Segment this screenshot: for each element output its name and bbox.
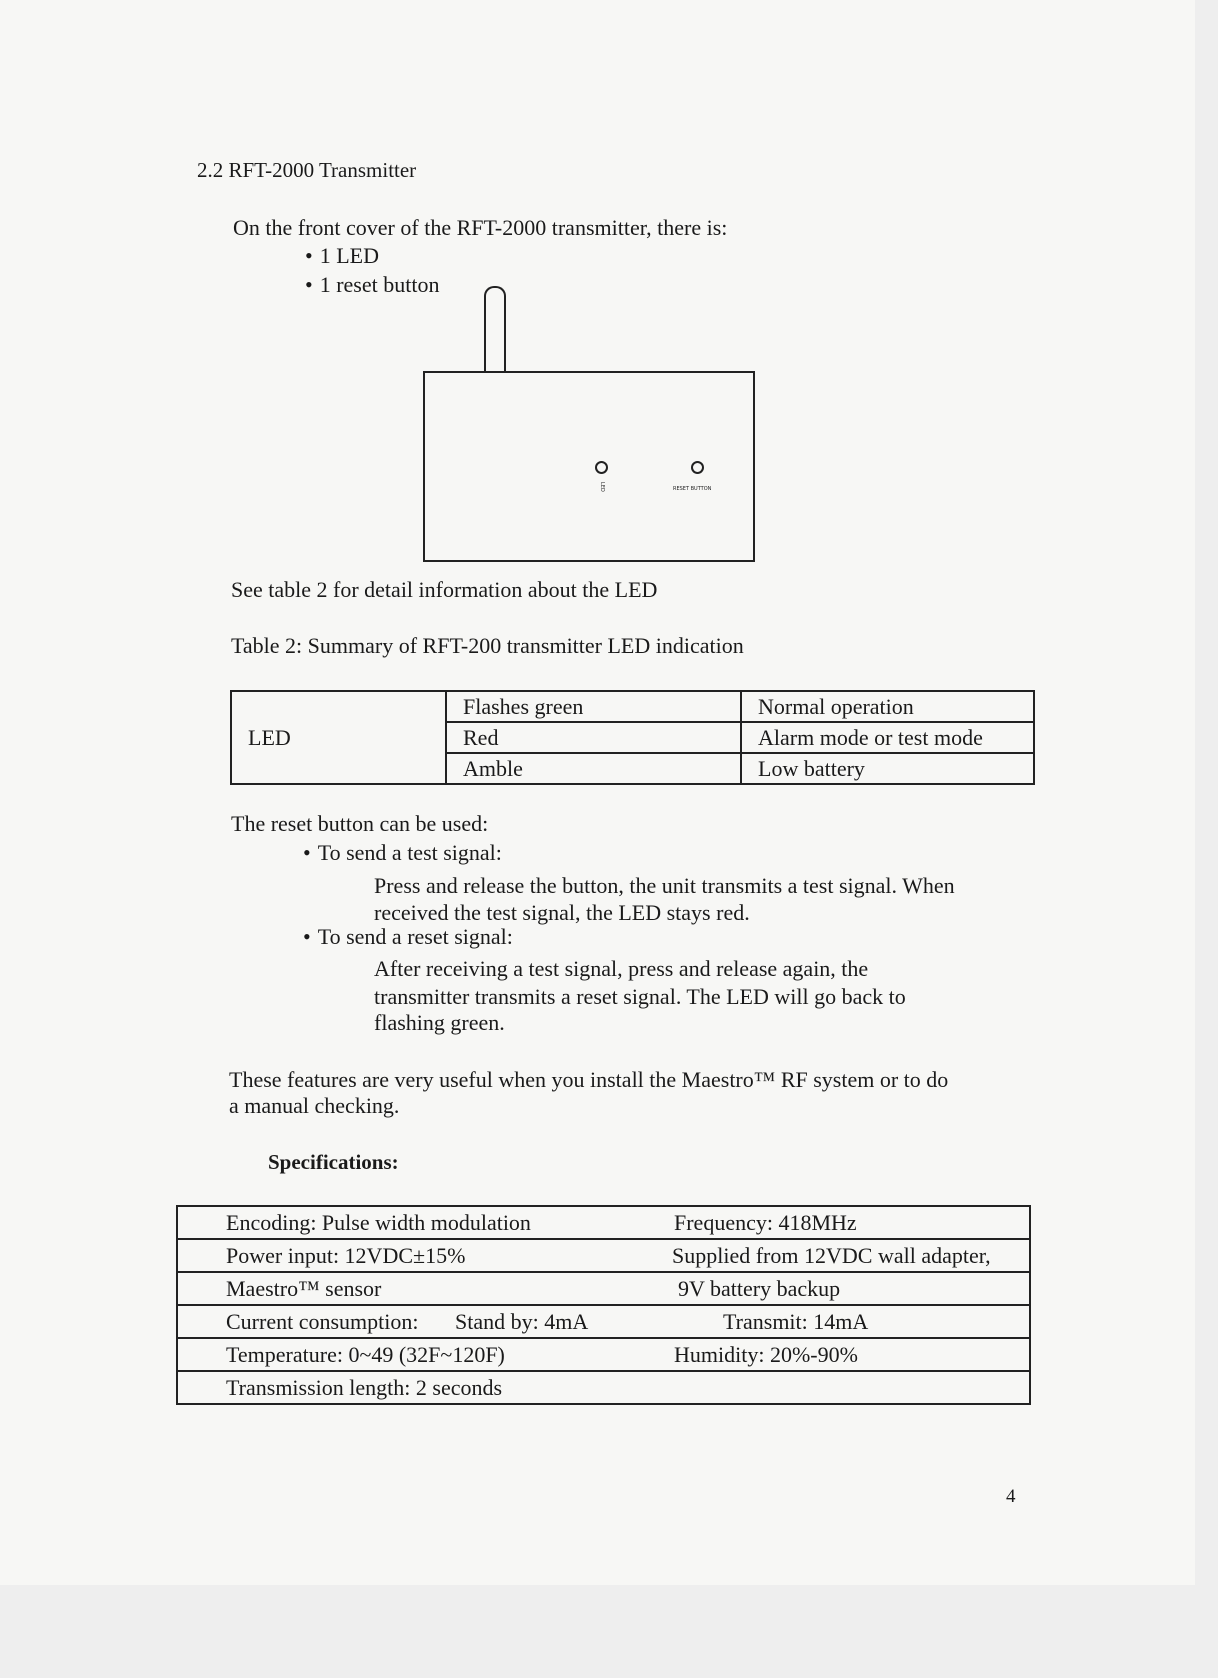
features-line: a manual checking. bbox=[229, 1093, 400, 1118]
spec-cell: Transmit: 14mA bbox=[660, 1305, 1030, 1338]
intro-text: On the front cover of the RFT-2000 transmitter, there is: bbox=[233, 215, 728, 240]
section-heading: 2.2 RFT-2000 Transmitter bbox=[197, 158, 417, 182]
led-indication-table bbox=[230, 690, 1035, 785]
spec-cell: Frequency: 418MHz bbox=[660, 1206, 1030, 1239]
transmitter-drawing bbox=[423, 371, 755, 562]
table-row bbox=[231, 691, 1034, 722]
spec-cell: Temperature: 0~49 (32F~120F) bbox=[177, 1338, 660, 1371]
table-row bbox=[177, 1272, 1030, 1305]
reset-use-line: Press and release the button, the unit transmits a test signal. When bbox=[374, 873, 955, 898]
features-line: These features are very useful when you install the Maestro™ RF system or to do bbox=[229, 1067, 949, 1092]
led-meaning-cell: Normal operation bbox=[741, 691, 1034, 722]
spec-cell: Power input: 12VDC±15% bbox=[177, 1239, 660, 1272]
led-meaning-cell: Low battery bbox=[741, 753, 1034, 784]
led-indicator-icon bbox=[595, 461, 608, 474]
reset-use-line: flashing green. bbox=[374, 1010, 505, 1035]
reset-use-line: transmitter transmits a reset signal. The LED will go back to bbox=[374, 984, 906, 1009]
specifications-table bbox=[176, 1205, 1031, 1405]
led-meaning-cell: Alarm mode or test mode bbox=[741, 722, 1034, 753]
table-row bbox=[177, 1206, 1030, 1239]
spec-cell: Stand by: 4mA bbox=[447, 1305, 660, 1338]
spec-cell: Supplied from 12VDC wall adapter, bbox=[660, 1239, 1030, 1272]
antenna-drawing bbox=[484, 286, 506, 372]
reset-use-title: • To send a test signal: bbox=[303, 839, 502, 867]
table-row bbox=[177, 1305, 1030, 1338]
table-row bbox=[177, 1371, 1030, 1404]
reset-intro: The reset button can be used: bbox=[231, 811, 489, 836]
table-row bbox=[177, 1338, 1030, 1371]
page-number: 4 bbox=[1006, 1486, 1016, 1507]
led-state-cell: Red bbox=[446, 722, 741, 753]
led-state-cell: Amble bbox=[446, 753, 741, 784]
spec-cell: 9V battery backup bbox=[660, 1272, 1030, 1305]
reset-button-icon bbox=[691, 461, 704, 474]
spec-cell: Encoding: Pulse width modulation bbox=[177, 1206, 660, 1239]
reset-use-title: • To send a reset signal: bbox=[303, 923, 513, 951]
front-item-reset: • 1 reset button bbox=[305, 271, 439, 299]
table-row bbox=[177, 1239, 1030, 1272]
led-row-header: LED bbox=[231, 691, 446, 784]
spec-cell: Current consumption: bbox=[177, 1305, 447, 1338]
see-table-text: See table 2 for detail information about the LED bbox=[231, 577, 658, 602]
reset-use-line: received the test signal, the LED stays red. bbox=[374, 900, 750, 925]
table2-caption: Table 2: Summary of RFT-200 transmitter LED indication bbox=[231, 633, 744, 658]
specifications-heading: Specifications: bbox=[268, 1150, 399, 1174]
reset-use-line: After receiving a test signal, press and release again, the bbox=[374, 956, 869, 981]
reset-diagram-label: RESET BUTTON bbox=[673, 486, 712, 492]
led-state-cell: Flashes green bbox=[446, 691, 741, 722]
spec-cell bbox=[660, 1371, 1030, 1404]
led-diagram-label: LED bbox=[599, 482, 605, 492]
front-item-led: • 1 LED bbox=[305, 242, 379, 270]
spec-cell: Transmission length: 2 seconds bbox=[177, 1371, 660, 1404]
spec-cell: Maestro™ sensor bbox=[177, 1272, 660, 1305]
spec-cell: Humidity: 20%-90% bbox=[660, 1338, 1030, 1371]
